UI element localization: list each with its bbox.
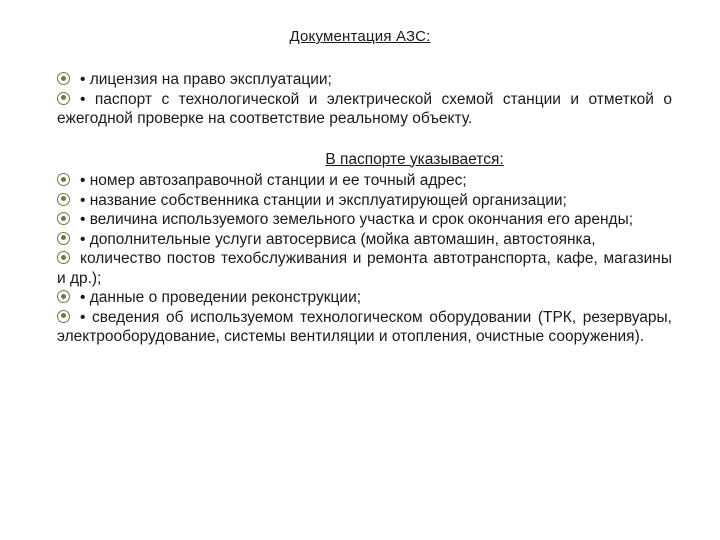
circle-dot-icon [57, 212, 70, 225]
circle-dot-icon [57, 232, 70, 245]
circle-dot-icon [57, 251, 70, 264]
list-item [57, 288, 672, 308]
list-item [57, 230, 672, 250]
circle-dot-icon [57, 290, 70, 303]
list-item [57, 210, 672, 230]
circle-dot-icon [57, 72, 70, 85]
circle-dot-icon [57, 310, 70, 323]
list-item [57, 171, 672, 191]
list-item-text: • сведения об используемом технологическом оборудовании (ТРК, резервуары, электрооборудование, системы вентиляции и отопления, очистные сооружения). [57, 308, 672, 345]
list-item [57, 70, 672, 90]
circle-dot-icon [57, 193, 70, 206]
list-item [57, 90, 672, 129]
list-item-text: • лицензия на право эксплуатации; [80, 71, 332, 88]
list-item-text: • данные о проведении реконструкции; [80, 289, 362, 306]
section-subtitle: В паспорте указывается: [325, 150, 504, 168]
circle-dot-icon [57, 173, 70, 186]
slide-title: Документация АЗС: [289, 28, 431, 45]
list-item-text: • номер автозаправочной станции и ее точный адрес; [80, 172, 467, 189]
list-item-text: • название собственника станции и эксплуатирующей организации; [80, 191, 567, 209]
list-item-text: • величина используемого земельного участка и срок окончания его аренды; [80, 211, 634, 228]
slide-body [57, 70, 672, 347]
circle-dot-icon [57, 92, 70, 105]
list-item [57, 249, 672, 288]
list-item-text: • дополнительные услуги автосервиса (мойка автомашин, автостоянка, [80, 230, 596, 248]
list-item [57, 191, 672, 211]
list-item-text: количество постов техобслуживания и ремонта автотранспорта, кафе, магазины и др.); [57, 250, 672, 287]
list-item [57, 308, 672, 347]
list-item-text: • паспорт с технологической и электрической схемой станции и отметкой о ежегодной проверке на соответствие реальному объекту. [57, 90, 672, 127]
